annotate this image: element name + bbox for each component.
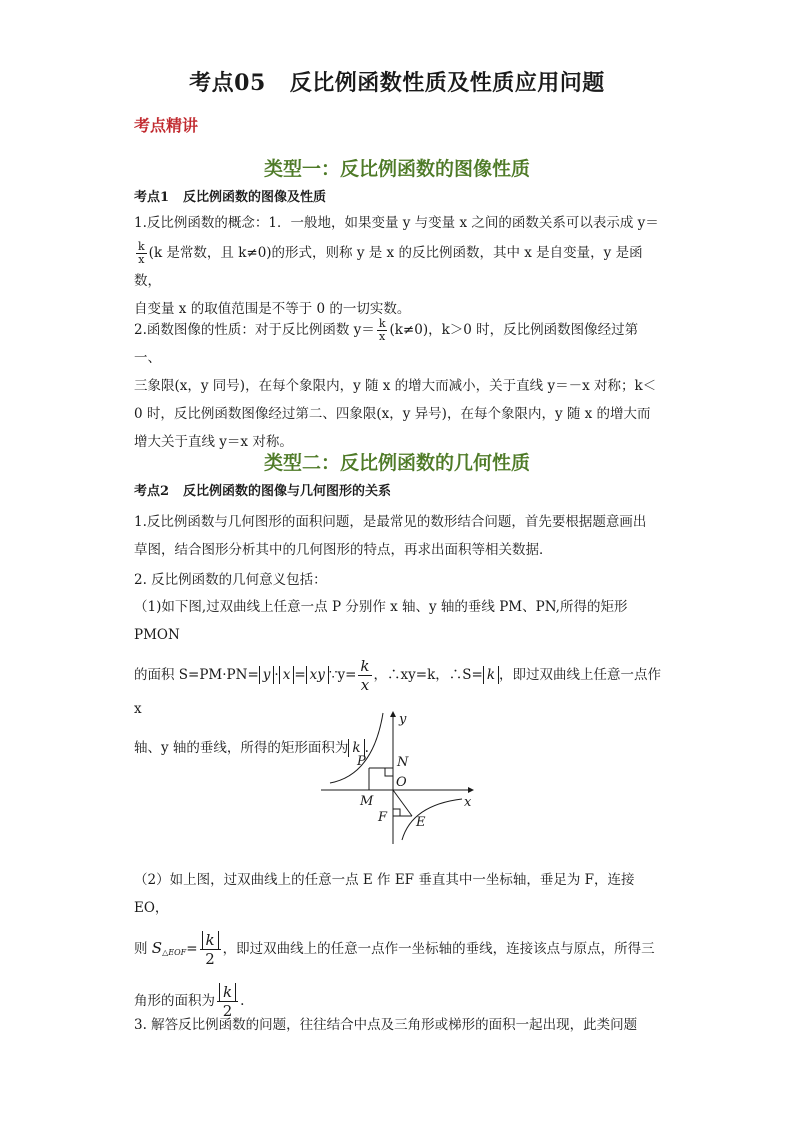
label-F: F — [378, 810, 388, 825]
t2p1-line-1: 1.反比例函数与几何图形的面积问题，是最常见的数形结合问题，首先要根据题意画出 — [134, 514, 647, 530]
fraction-abs-k-over-2: $\frac{k}{2}$ — [200, 931, 221, 968]
hyperbola-branch-second-quadrant — [330, 713, 383, 783]
kd2-num: 考点2 — [134, 484, 170, 499]
type2-heading: 类型二：反比例函数的几何性质 — [263, 452, 530, 474]
t1p2-line-2: 三象限(x，y 同号)，在每个象限内，y 随 x 的增大而减小，关于直线 y＝－x 对称；k＜ — [134, 378, 657, 394]
right-angle-mark-F — [393, 809, 400, 816]
type1-heading: 类型一：反比例函数的图像性质 — [263, 158, 530, 180]
title-prefix: 考点05 — [189, 70, 266, 96]
abs-xy: xy — [306, 666, 329, 684]
type1-paragraph-2 — [134, 316, 664, 456]
label-x: x — [464, 795, 472, 810]
kd2-title: 反比例函数的图像与几何图形的关系 — [183, 484, 392, 499]
label-M: M — [360, 794, 374, 809]
kd1-num: 考点1 — [134, 190, 170, 205]
area-symbol: $S_{\triangle EOF}$ — [151, 939, 187, 957]
t2p3-line-3: 轴、y 轴的垂线，所得的矩形面积为 k . — [134, 740, 369, 756]
t2p3-line-2: 的面积 S=PM·PN= y · x = xy ∵y= $\frac{k}{x}$ ，∴xy=k，∴S= k ，即过双曲线上任意一点作 x — [134, 657, 661, 717]
type2-paragraph-2: 2. 反比例函数的几何意义包括： — [134, 572, 327, 588]
t1p1-line-3: 自变量 x 的取值范围是不等于 0 的一切实数。 — [134, 301, 411, 317]
abs-y: y — [259, 666, 275, 684]
segment-EO — [393, 790, 412, 816]
fraction-abs-k-over-2: $\frac{k}{2}$ — [217, 983, 238, 1020]
section-label: 考点精讲 — [134, 116, 199, 135]
t1p2-line-1: 2.函数图像的性质：对于反比例函数 y＝ $\frac{k}{x}$ (k≠0)，k＞0 时，反比例函数图像经过第一、 — [134, 317, 639, 366]
abs-k: k — [483, 666, 499, 684]
type2-paragraph-5: 3. 解答反比例函数的问题，往往结合中点及三角形或梯形的面积一起出现，此类问题 — [134, 1017, 638, 1033]
fraction-k-over-x: $\frac{k}{x}$ — [378, 317, 386, 343]
type1-kaodian — [134, 186, 326, 205]
t1p1-line-1: 1.反比例函数的概念：1．一般地，如果变量 y 与变量 x 之间的函数关系可以表示成 y＝ — [134, 215, 659, 231]
label-P: P — [357, 754, 366, 769]
t2p4-line-2: 则 $S_{\triangle EOF}=$ $\frac{k}{2}$ ，即过双曲线上的任意一点作一坐标轴的垂线，连接该点与原点，所得三 — [134, 931, 655, 968]
y-axis-arrow — [390, 711, 396, 717]
page-title — [0, 66, 794, 97]
abs-x: x — [279, 666, 295, 684]
t1p1-line-2: $\frac{k}{x}$ (k 是常数，且 k≠0)的形式，则称 y 是 x 的反比例函数，其中 x 是自变量，y 是函数， — [134, 240, 643, 289]
t2p4-line-1: （2）如上图，过双曲线上的任意一点 E 作 EF 垂直其中一坐标轴，垂足为 F，连接 EO， — [134, 872, 635, 916]
title-text: 反比例函数性质及性质应用问题 — [289, 70, 605, 96]
hyperbola-figure — [318, 707, 478, 847]
kd1-title: 反比例函数的图像及性质 — [183, 190, 327, 205]
type2-paragraph-4 — [134, 866, 664, 1021]
t2p3-line-1: （1)如下图,过双曲线上任意一点 P 分别作 x 轴、y 轴的垂线 PM、PN,所得的矩形 PMON — [134, 599, 628, 643]
label-O: O — [396, 775, 407, 790]
type2-paragraph-1 — [134, 508, 664, 564]
label-y: y — [399, 712, 407, 727]
label-N: N — [397, 755, 409, 770]
fraction-k-over-x: $\frac{k}{x}$ — [138, 240, 145, 266]
t1p2-line-3: 0 时，反比例函数图像经过第二、四象限(x，y 异号)，在每个象限内，y 随 x 的增大而 — [134, 406, 651, 422]
x-axis-arrow — [468, 787, 474, 793]
type2-kaodian — [134, 480, 391, 499]
type1-paragraph-1 — [134, 209, 664, 323]
right-angle-mark-N — [385, 768, 393, 776]
hyperbola-branch-fourth-quadrant — [402, 799, 462, 840]
t1p2-line-4: 增大关于直线 y＝x 对称。 — [134, 434, 293, 450]
t2p1-line-2: 草图，结合图形分析其中的几何图形的特点，再求出面积等相关数据． — [134, 542, 553, 558]
fraction-k-over-x-italic: $\frac{k}{x}$ — [360, 657, 370, 694]
abs-k: k — [348, 739, 364, 757]
label-E: E — [416, 815, 426, 830]
t2p4-line-3: 角形的面积为 $\frac{k}{2}$ . — [134, 983, 245, 1020]
